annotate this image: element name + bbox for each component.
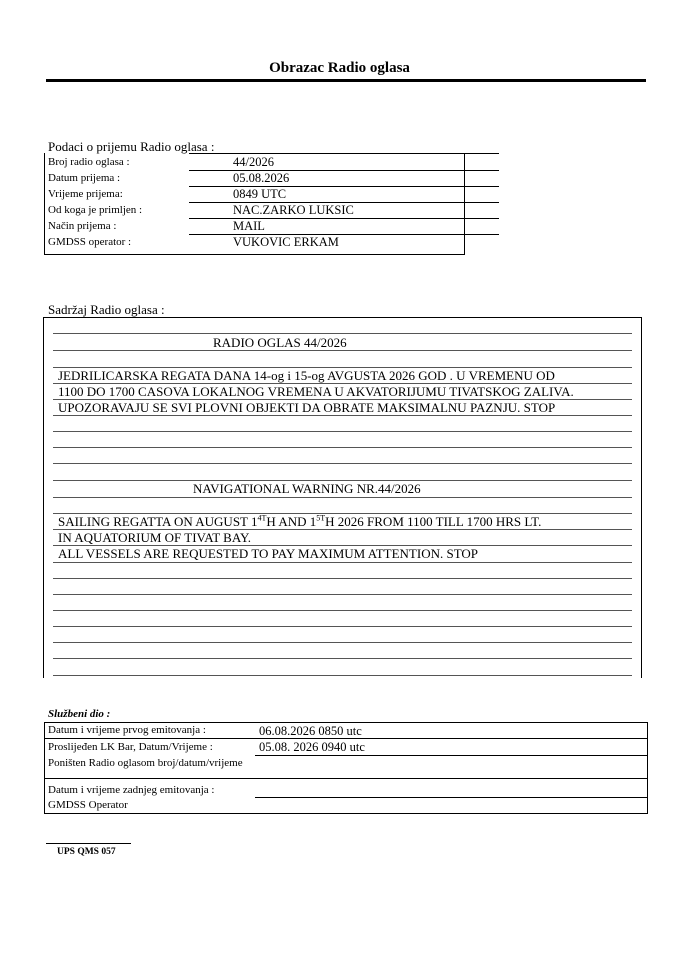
podaci-value: VUKOVIC ERKAM <box>233 235 339 249</box>
form-line <box>53 675 632 676</box>
form-line <box>53 383 632 384</box>
podaci-row-vrijeme <box>45 187 464 203</box>
form-line <box>53 562 632 563</box>
sluzbeni-label: Proslijeđen LK Bar, Datum/Vrijeme : <box>48 741 213 753</box>
footer-divider <box>46 843 131 844</box>
page-title: Obrazac Radio oglasa <box>269 60 410 76</box>
radio-text-line: UPOZORAVAJU SE SVI PLOVNI OBJEKTI DA OBRATE MAKSIMALNU PAZNJU. STOP <box>58 400 556 415</box>
sadrzaj-heading: Sadržaj Radio oglasa : <box>48 302 165 317</box>
sluzbeni-label: Datum i vrijeme prvog emitovanja : <box>48 724 206 736</box>
form-line <box>53 578 632 579</box>
podaci-line <box>189 170 499 171</box>
podaci-line <box>189 234 499 235</box>
sluzbeni-label: Datum i vrijeme zadnjeg emitovanja : <box>48 784 215 796</box>
radio-text-line: JEDRILICARSKA REGATA DANA 14-og i 15-og AVGUSTA 2026 GOD . U VREMENU OD <box>58 368 555 383</box>
podaci-row-od-koga <box>45 203 464 219</box>
podaci-value: 05.08.2026 <box>233 171 290 185</box>
sluzbeni-label: Poništen Radio oglasom broj/datum/vrijeme <box>48 757 243 769</box>
podaci-line <box>189 153 499 154</box>
podaci-box <box>44 153 465 255</box>
form-line <box>53 642 632 643</box>
sluzbeni-line <box>255 797 647 798</box>
nav-text-line: IN AQUATORIUM OF TIVAT BAY. <box>58 530 252 545</box>
nav-text-line: ALL VESSELS ARE REQUESTED TO PAY MAXIMUM ATTENTION. STOP <box>58 546 479 561</box>
podaci-row-operator <box>45 235 464 251</box>
podaci-row-datum <box>45 171 464 187</box>
form-line <box>53 610 632 611</box>
form-line <box>53 399 632 400</box>
form-line <box>53 658 632 659</box>
form-line <box>53 367 632 368</box>
document-code: UPS QMS 057 <box>57 847 116 857</box>
form-line <box>53 497 632 498</box>
form-line <box>53 626 632 627</box>
podaci-line <box>189 218 499 219</box>
sluzbeni-line <box>45 738 647 739</box>
sluzbeni-value: 06.08.2026 0850 utc <box>259 724 362 738</box>
podaci-label: Vrijeme prijema: <box>48 188 123 200</box>
sluzbeni-line <box>255 755 647 756</box>
sluzbeni-heading: Službeni dio : <box>48 708 111 720</box>
podaci-row-nacin <box>45 219 464 235</box>
podaci-label: Datum prijema : <box>48 172 121 184</box>
podaci-label: Način prijema : <box>48 220 117 232</box>
podaci-label: Od koga je primljen : <box>48 204 143 216</box>
sluzbeni-label: GMDSS Operator <box>48 799 128 811</box>
podaci-line <box>189 186 499 187</box>
nav-text-line: SAILING REGATTA ON AUGUST $1^{4T}H$ AND $1^{5T}H$ 2026 FROM 1100 TILL 1700 HRS LT. <box>58 513 542 529</box>
nav-warning-title: NAVIGATIONAL WARNING NR.44/2026 <box>193 481 421 496</box>
form-line <box>53 333 632 334</box>
form-line <box>53 447 632 448</box>
podaci-value: MAIL <box>233 219 265 233</box>
sluzbeni-line <box>45 778 647 779</box>
podaci-row-broj <box>45 155 464 171</box>
radio-text-line: 1100 DO 1700 CASOVA LOKALNOG VREMENA U AKVATORIJUMU TIVATSKOG ZALIVA. <box>58 384 574 399</box>
sluzbeni-box <box>44 722 648 814</box>
title-divider <box>46 79 646 82</box>
sluzbeni-value: 05.08. 2026 0940 utc <box>259 740 365 754</box>
podaci-label: Broj radio oglasa : <box>48 156 130 168</box>
radio-oglas-title: RADIO OGLAS 44/2026 <box>213 335 347 350</box>
form-line <box>53 463 632 464</box>
form-line <box>53 415 632 416</box>
podaci-line <box>189 202 499 203</box>
podaci-label: GMDSS operator : <box>48 236 132 248</box>
form-line <box>53 431 632 432</box>
podaci-value: 44/2026 <box>233 155 274 169</box>
podaci-value: 0849 UTC <box>233 187 287 201</box>
sluzbeni-line <box>45 813 647 814</box>
podaci-value: NAC.ZARKO LUKSIC <box>233 203 354 217</box>
form-line <box>53 594 632 595</box>
podaci-heading: Podaci o prijemu Radio oglasa : <box>48 139 215 154</box>
form-line <box>53 350 632 351</box>
